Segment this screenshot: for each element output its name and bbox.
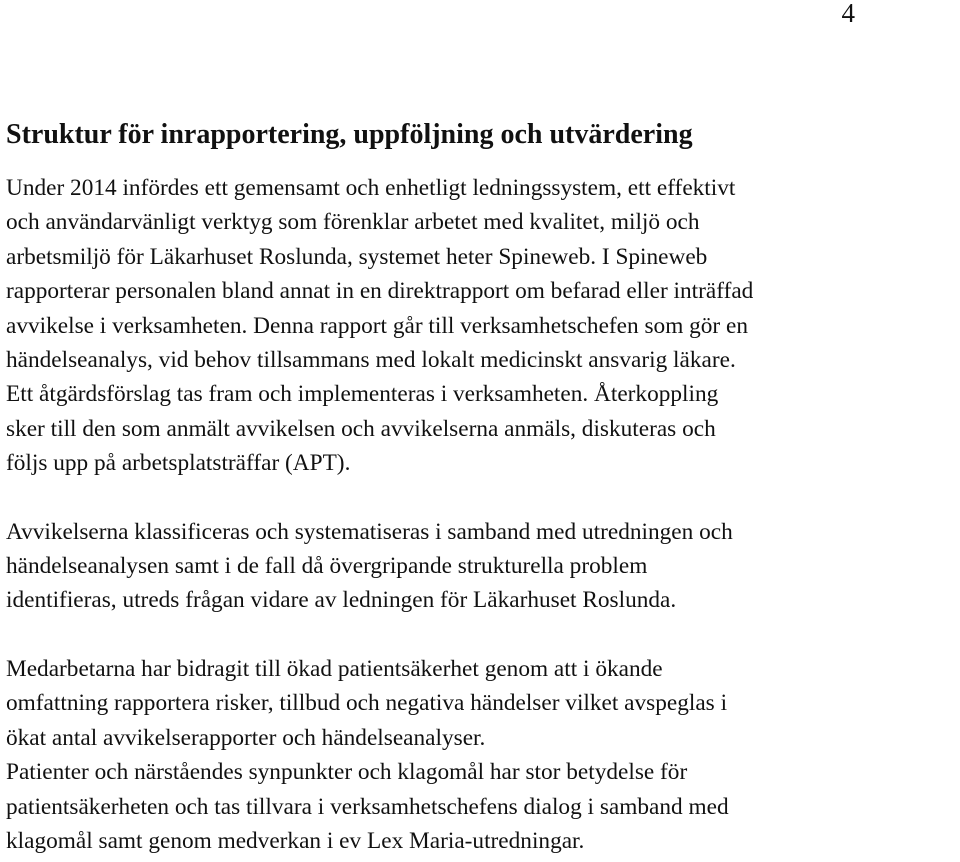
text-line: Avvikelserna klassificeras och systematiseras i samband med utredningen och — [6, 518, 733, 545]
text-line: händelseanalysen samt i de fall då övergripande strukturella problem — [6, 553, 648, 580]
text-line: klagomål samt genom medverkan i ev Lex Maria-utredningar. — [6, 827, 585, 854]
text-line: sker till den som anmält avvikelsen och avvikelserna anmäls, diskuteras och — [6, 415, 716, 442]
text-line: avvikelse i verksamheten. Denna rapport går till verksamhetschefen som gör en — [6, 312, 749, 339]
text-line: ökat antal avvikelserapporter och händelseanalyser. — [6, 724, 486, 751]
text-line: Medarbetarna har bidragit till ökad patientsäkerhet genom att i ökande — [6, 655, 663, 682]
text-line: och användarvänligt verktyg som förenklar arbetet med kvalitet, miljö och — [6, 209, 700, 236]
section-heading: Struktur för inrapportering, uppföljning och utvärdering — [6, 119, 693, 150]
document-body — [6, 118, 956, 858]
text-line: identifieras, utreds frågan vidare av ledningen för Läkarhuset Roslunda. — [6, 587, 677, 614]
text-line: Patienter och närståendes synpunkter och klagomål har stor betydelse för — [6, 759, 688, 786]
text-line: arbetsmiljö för Läkarhuset Roslunda, systemet heter Spineweb. I Spineweb — [6, 243, 708, 270]
text-line: Ett åtgärdsförslag tas fram och implementeras i verksamheten. Återkoppling — [6, 381, 719, 408]
page-number: 4 — [841, 0, 855, 28]
text-line: Under 2014 infördes ett gemensamt och enhetligt ledningssystem, ett effektivt — [6, 175, 736, 201]
text-line: rapporterar personalen bland annat in en direktrapport om befarad eller inträffad — [6, 278, 754, 305]
paragraph-spacer — [6, 618, 956, 652]
text-line: följs upp på arbetsplatsträffar (APT). — [6, 450, 351, 477]
paragraph-classification — [6, 515, 956, 618]
text-line: patientsäkerheten och tas tillvara i verksamhetschefens dialog i samband med — [6, 793, 729, 820]
paragraph-patient-safety — [6, 652, 956, 858]
paragraph-spacer — [6, 481, 956, 515]
paragraph-reporting-system — [6, 171, 956, 481]
text-line: omfattning rapportera risker, tillbud och negativa händelser vilket avspeglas i — [6, 690, 728, 717]
text-line: händelseanalys, vid behov tillsammans med lokalt medicinskt ansvarig läkare. — [6, 347, 736, 374]
